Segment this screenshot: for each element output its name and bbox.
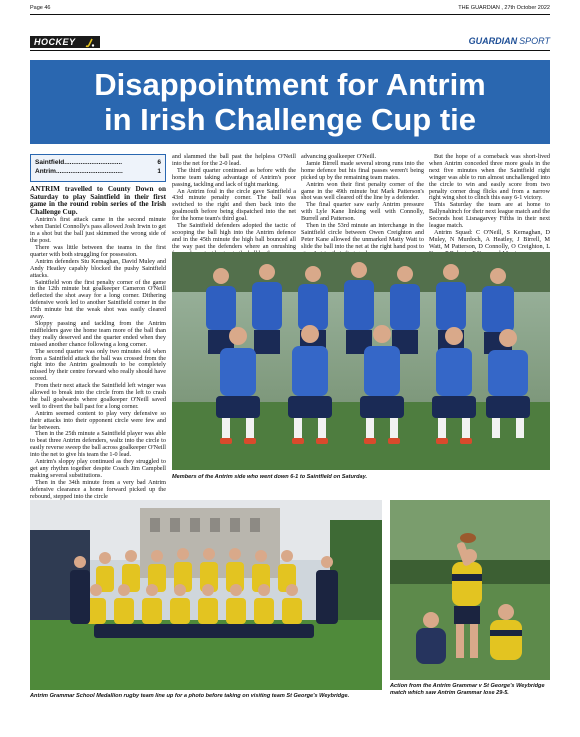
- score-dots: .....................................: [55, 168, 123, 175]
- article-paragraph: and slammed the ball past the helpless O'Neill into the net for the 2-0 lead.: [172, 153, 296, 167]
- rugby-team-photo-caption: Antrim Grammar School Medallion rugby team line up for a photo before taking on visiting team St George's Weybridge.: [30, 693, 350, 699]
- article-column-1: [30, 185, 166, 500]
- article-paragraph: Sloppy passing and tackling from the Antrim midfielders gave the home team more of the ball than they really deserved and the quarter ended when they missed another chance following a long corner.: [30, 319, 166, 348]
- score-goals: 1: [157, 168, 161, 175]
- paper-date: THE GUARDIAN , 27th October 2022: [458, 5, 550, 11]
- article-paragraph: The Saintfield defenders adopted the tactic of scooping the ball high into the Antrim defence and in the 45th minute the high ball bounced all the way past the defenders where an onrushing: [172, 222, 296, 250]
- article-lead: ANTRIM travelled to County Down on Saturday to play Saintfield in their first game in the round robin series of the Irish Challenge Cup.: [30, 185, 166, 216]
- article-paragraph: Then in the 25th minute a Saintfield player was able to beat three Antrim defenders, waltz into the circle to easily reverse sweep the ball across goalkeeper O'Neill into the net to give his team the 1-0 lead.: [30, 430, 166, 459]
- banner-rule: [30, 50, 550, 51]
- article-paragraph: Antrim seemed content to play very defensive so their attacks into their opponent circle were few and far between.: [30, 409, 166, 431]
- brand-main: GUARDIAN: [468, 36, 518, 46]
- article-paragraph: Antrim's first attack came in the second minute when Daniel Connolly's pass allowed Josh Irwin to get in a shot but the ball just skimmed the wrong side of the post.: [30, 216, 166, 245]
- rugby-ball: [460, 533, 476, 543]
- score-dots: ................................: [64, 159, 123, 166]
- article-column-2: [172, 153, 296, 250]
- rugby-team-photo: [30, 500, 382, 690]
- page-number: Page 46: [30, 5, 51, 11]
- score-team: Antrim: [35, 168, 56, 175]
- team-photo-image: [172, 252, 550, 470]
- rugby-action-photo-caption: Action from the Antrim Grammar v St George's Weybridge match which saw Antrim Grammar lose 29-5.: [390, 683, 545, 696]
- article-paragraph: This Saturday the team are at home to Ballynahinch for their next league match and the Seconds host Lisnagarvey Fifths in their next league match.: [429, 201, 550, 230]
- team-photo-caption: Members of the Antrim side who went down 6-1 to Saintfield on Saturday.: [172, 474, 368, 480]
- article-paragraph: Antrim won their first penalty corner of the game in the 49th minute but Mark Patterson's shot was well cleared off the line by a defender.: [301, 180, 424, 202]
- hockey-stick-icon: [85, 38, 95, 46]
- headline-line-2: in Irish Challenge Cup tie: [103, 102, 477, 137]
- article-paragraph: Jamie Birrell made several strong runs into the home defence but his final passes weren't being picked up by the remaining team mates.: [301, 159, 424, 181]
- article-paragraph: Antrim Squad: C O'Neill, S Kernaghan, D Muley, N Murdoch, A Heatley, J Birrell, M Watt, M Patterson, D Connolly, O Creighton, L: [429, 228, 550, 250]
- article-column-4: [429, 153, 550, 250]
- section-tag-label: HOCKEY: [34, 37, 76, 47]
- brand-sub: SPORT: [519, 36, 550, 46]
- rugby-action-photo-image: [390, 500, 550, 680]
- article-paragraph: The second quarter was only two minutes old when from a Saintfield attack the ball was crossed from the right into the Antrim goalmouth to be completely missed by their centre forward who really should have scored.: [30, 347, 166, 383]
- score-row: [35, 167, 161, 176]
- section-tag: [30, 36, 100, 48]
- article-paragraph: Antrim's sloppy play continued as they struggled to get any rhythm together despite Coach Jim Campbell making several substitutions.: [30, 458, 166, 479]
- team-photo: [172, 252, 550, 470]
- score-goals: 6: [157, 159, 161, 166]
- brand-logo: [469, 36, 550, 46]
- score-team: Saintfield: [35, 159, 65, 166]
- headline-line-1: Disappointment for Antrim: [94, 67, 486, 102]
- article-column-3: [301, 153, 424, 250]
- article-paragraph: An Antrim foul in the circle gave Saintfield a 43rd minute penalty corner. The ball was switched to the right and then back into the goalmouth before being dispatched into the net for the home team's third goal.: [172, 187, 296, 223]
- article-paragraph: There was little between the teams in the first quarter with both struggling for possession.: [30, 244, 166, 258]
- rugby-team-photo-image: [30, 500, 382, 690]
- article-paragraph: Saintfield won the first penalty corner of the game in the 12th minute but goalkeeper Cameron O'Neill deflected the shot away for a long corner. Dithering defensive work led to another Saintfield corner in the 15th minute but the weak shot was easily cleared away.: [30, 278, 166, 321]
- article-paragraph: Antrim defenders Stu Kernaghan, David Muley and Andy Heatley capably blocked the pushy Saintfield attacks.: [30, 257, 166, 279]
- article-paragraph: Then in the 34th minute from a very bad Antrim defensive clearance a home forward picked up the rebound, stepped into the circle: [30, 478, 166, 500]
- article-paragraph: The final quarter saw early Antrim pressure with Lyle Kane linking well with Connolly, Burrell and Patterson.: [301, 201, 424, 223]
- score-row: [35, 158, 161, 167]
- article-paragraph: The third quarter continued as before with the home team taking advantage of Antrim's poor passing, tackling and lack of tight marking.: [172, 166, 296, 188]
- rugby-action-photo: [390, 500, 550, 680]
- headline: [30, 60, 550, 144]
- score-box: [30, 154, 166, 182]
- article-paragraph: advancing goalkeeper O'Neill.: [301, 153, 377, 160]
- article-paragraph: From their next attack the Saintfield left winger was allowed to break into the circle from the left to crash the ball goalwards where goalkeeper O'Neill saved well to divert the ball past for a long corner.: [30, 382, 166, 410]
- top-rule: [30, 14, 550, 15]
- article-paragraph: But the hope of a comeback was short-lived when Antrim conceded three more goals in the next five minutes when the Saintfield right winger was able to run almost unchallenged into the circle to win and easily score from two penalty corner drag flicks and from a narrow right wing shot to clinch this easy 6-1 victory.: [429, 153, 550, 202]
- article-paragraph: Then in the 53rd minute an interchange in the Saintfield circle between Owen Creighton and Peter Kane allowed the unmarked Matty Watt to slide the ball into the net at the right hand post to: [301, 222, 424, 250]
